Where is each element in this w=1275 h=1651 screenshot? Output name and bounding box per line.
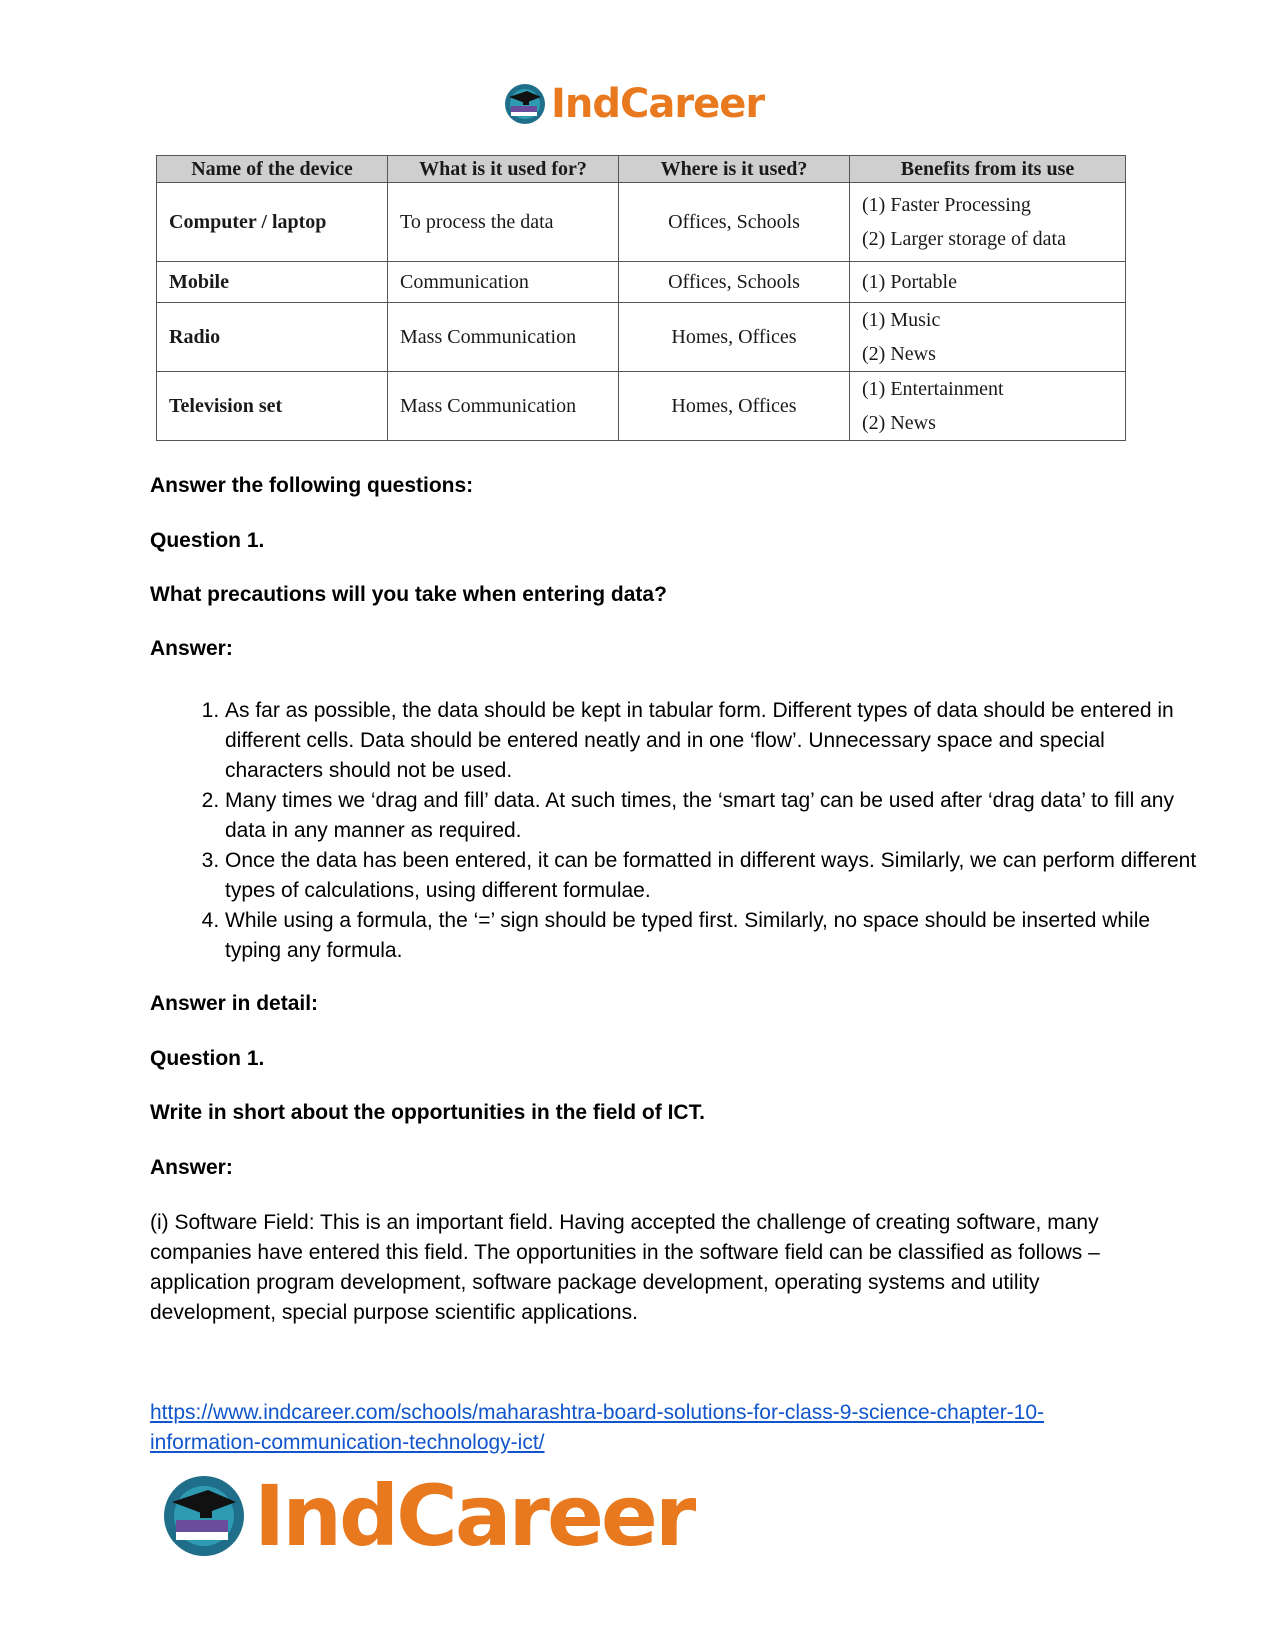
graduation-book-icon [160,1472,248,1560]
benefits-cell [850,262,1126,303]
list-item: 1. As far as possible, the data should be kept in tabular form. Different types of data should be entered in different cells. Data should be entered neatly and in one ‘flow’. Unnecessary space and special characters should not be used. [225,696,1205,786]
table-row [157,372,1126,441]
list-item: 3. Once the data has been entered, it can be formatted in different ways. Similarly, we can perform different types of calculations, using different formulae. [225,846,1205,906]
question-label: Question 1. [150,529,265,552]
benefit-item: (2) News [862,412,936,434]
device-cell: Television set [157,372,388,441]
benefits-cell [850,303,1126,372]
device-cell: Radio [157,303,388,372]
benefit-item: (1) Faster Processing [862,194,1031,216]
devices-table [156,155,1126,441]
use-cell: Mass Communication [388,303,619,372]
benefit-item: (1) Entertainment [862,378,1004,400]
source-link-line[interactable]: https://www.indcareer.com/schools/maharashtra-board-solutions-for-class-9-science-chapter-10- [150,1401,1045,1424]
use-cell: Communication [388,262,619,303]
answer-paragraph: (i) Software Field: This is an important field. Having accepted the challenge of creating software, many companies have entered this field. The opportunities in the software field can be classified as follows – application program development, software package development, operating systems and utility development, special purpose scientific applications. [150,1211,1100,1324]
where-cell: Homes, Offices [619,372,850,441]
benefit-item: (2) Larger storage of data [862,228,1066,250]
table-row [157,303,1126,372]
graduation-book-icon [503,82,547,126]
question-text: What precautions will you take when entering data? [150,583,667,606]
device-cell: Computer / laptop [157,183,388,262]
where-cell: Homes, Offices [619,303,850,372]
benefits-cell [850,183,1126,262]
benefit-item: (1) Portable [862,271,957,293]
question-label: Question 1. [150,1047,265,1070]
footer-logo [160,1468,693,1564]
column-header: Where is it used? [619,156,850,183]
device-cell: Mobile [157,262,388,303]
answer-label: Answer: [150,637,233,660]
header-logo [503,80,764,128]
use-cell: Mass Communication [388,372,619,441]
where-cell: Offices, Schools [619,183,850,262]
brand-name: IndCareer [254,1467,694,1565]
column-header: Name of the device [157,156,388,183]
use-cell: To process the data [388,183,619,262]
brand-name: IndCareer [551,81,765,127]
section-heading: Answer the following questions: [150,474,474,497]
table-row [157,183,1126,262]
source-link-line[interactable]: information-communication-technology-ict/ [150,1431,545,1454]
column-header: What is it used for? [388,156,619,183]
column-header: Benefits from its use [850,156,1126,183]
section-heading: Answer in detail: [150,992,319,1015]
source-link[interactable] [150,1398,1130,1458]
question-text: Write in short about the opportunities in the field of ICT. [150,1101,705,1124]
benefit-item: (2) News [862,343,936,365]
table-row [157,262,1126,303]
where-cell: Offices, Schools [619,262,850,303]
list-item: 2. Many times we ‘drag and fill’ data. At such times, the ‘smart tag’ can be used after ‘drag data’ to fill any data in any manner as required. [225,786,1205,846]
benefit-item: (1) Music [862,309,941,331]
answer-label: Answer: [150,1156,233,1179]
benefits-cell [850,372,1126,441]
precautions-list [150,696,1205,966]
list-item: 4. While using a formula, the ‘=’ sign should be typed first. Similarly, no space should be inserted while typing any formula. [225,906,1205,966]
table-header-row [157,156,1126,183]
